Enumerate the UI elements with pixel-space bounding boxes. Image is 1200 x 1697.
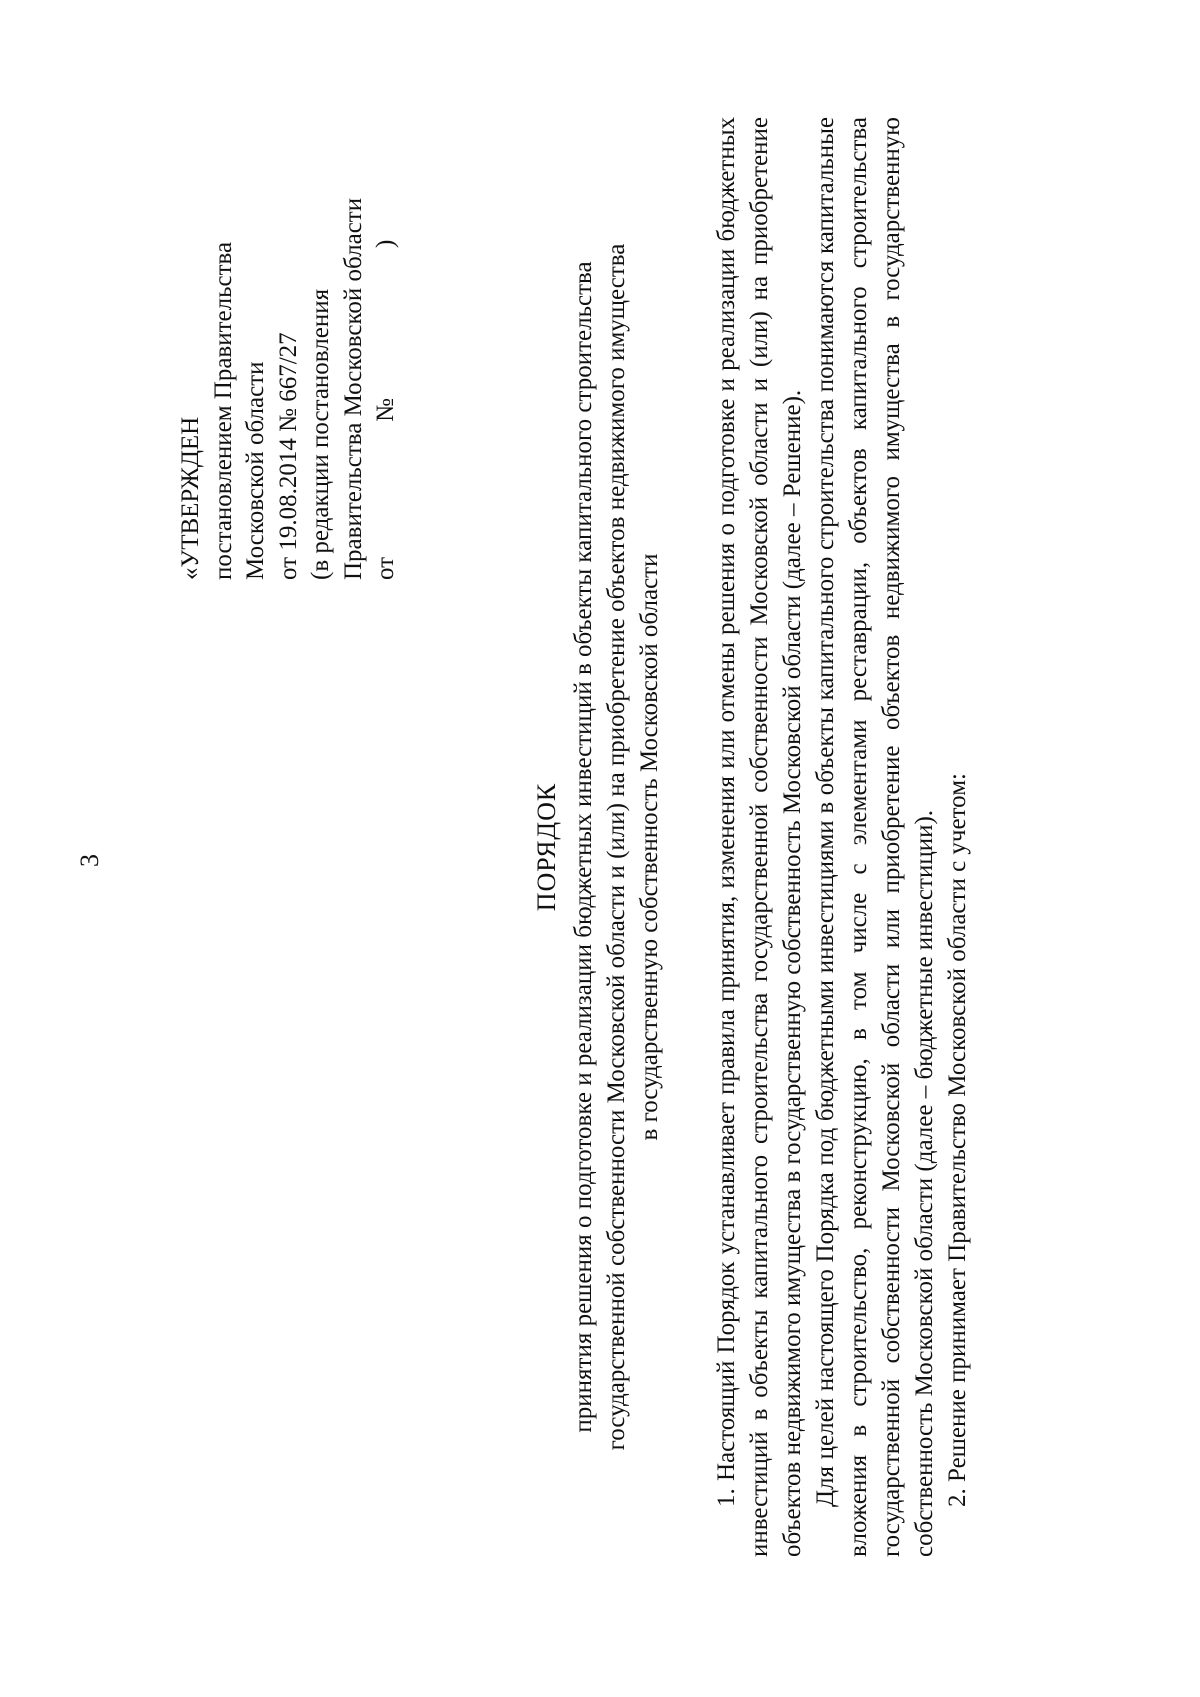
document-heading bbox=[530, 127, 666, 1567]
approval-line: постановлением Правительства bbox=[209, 241, 237, 580]
approval-date-number-line bbox=[370, 80, 403, 580]
approval-from-label: от bbox=[372, 556, 399, 580]
document-subtitle-line: принятия решения о подготовке и реализации бюджетных инвестиций в объекты капитального строительства bbox=[570, 261, 597, 1433]
approval-line: Московской области bbox=[242, 361, 269, 580]
document-subtitle-line: в государственную собственность Московской области bbox=[636, 553, 663, 1141]
approval-closing-paren: ) bbox=[372, 239, 399, 249]
page-number: 3 bbox=[75, 854, 104, 867]
paragraph-2: 2. Решение принимает Правительство Московской области с учетом: bbox=[944, 773, 971, 1507]
paragraph-definition: Для целей настоящего Порядка под бюджетными инвестициями в объекты капитального строительства понимаются капитальные вложения в строительство, реконструкцию, в том числе с элементами реставрации, объектов капитального строительства государственной собственности Московской области или приобретение объектов недвижимого имущества в государственную собственность Московской области (далее – бюджетные инвестиции). bbox=[812, 117, 938, 1557]
approval-stamp bbox=[175, 80, 403, 580]
approval-number-label: № bbox=[372, 398, 399, 422]
paragraph-1: 1. Настоящий Порядок устанавливает правила принятия, изменения или отмены решения о подготовке и реализации бюджетных инвестиций в объекты капитального строительства государственной собственности Московской области и (или) на приобретение объектов недвижимого имущества в государственную собственность Московской области (далее – Решение). bbox=[713, 117, 806, 1557]
document-subtitle-line: государственной собственности Московской области и (или) на приобретение объектов недвижимого имущества bbox=[603, 243, 630, 1451]
approval-line: Правительства Московской области bbox=[339, 197, 367, 580]
document-body bbox=[710, 117, 974, 1557]
document-title: ПОРЯДОК bbox=[532, 782, 561, 912]
approval-line: (в редакции постановления bbox=[307, 288, 334, 580]
approval-line: «УТВЕРЖДЕН bbox=[177, 416, 204, 580]
approval-line: от 19.08.2014 № 667/27 bbox=[274, 332, 302, 580]
